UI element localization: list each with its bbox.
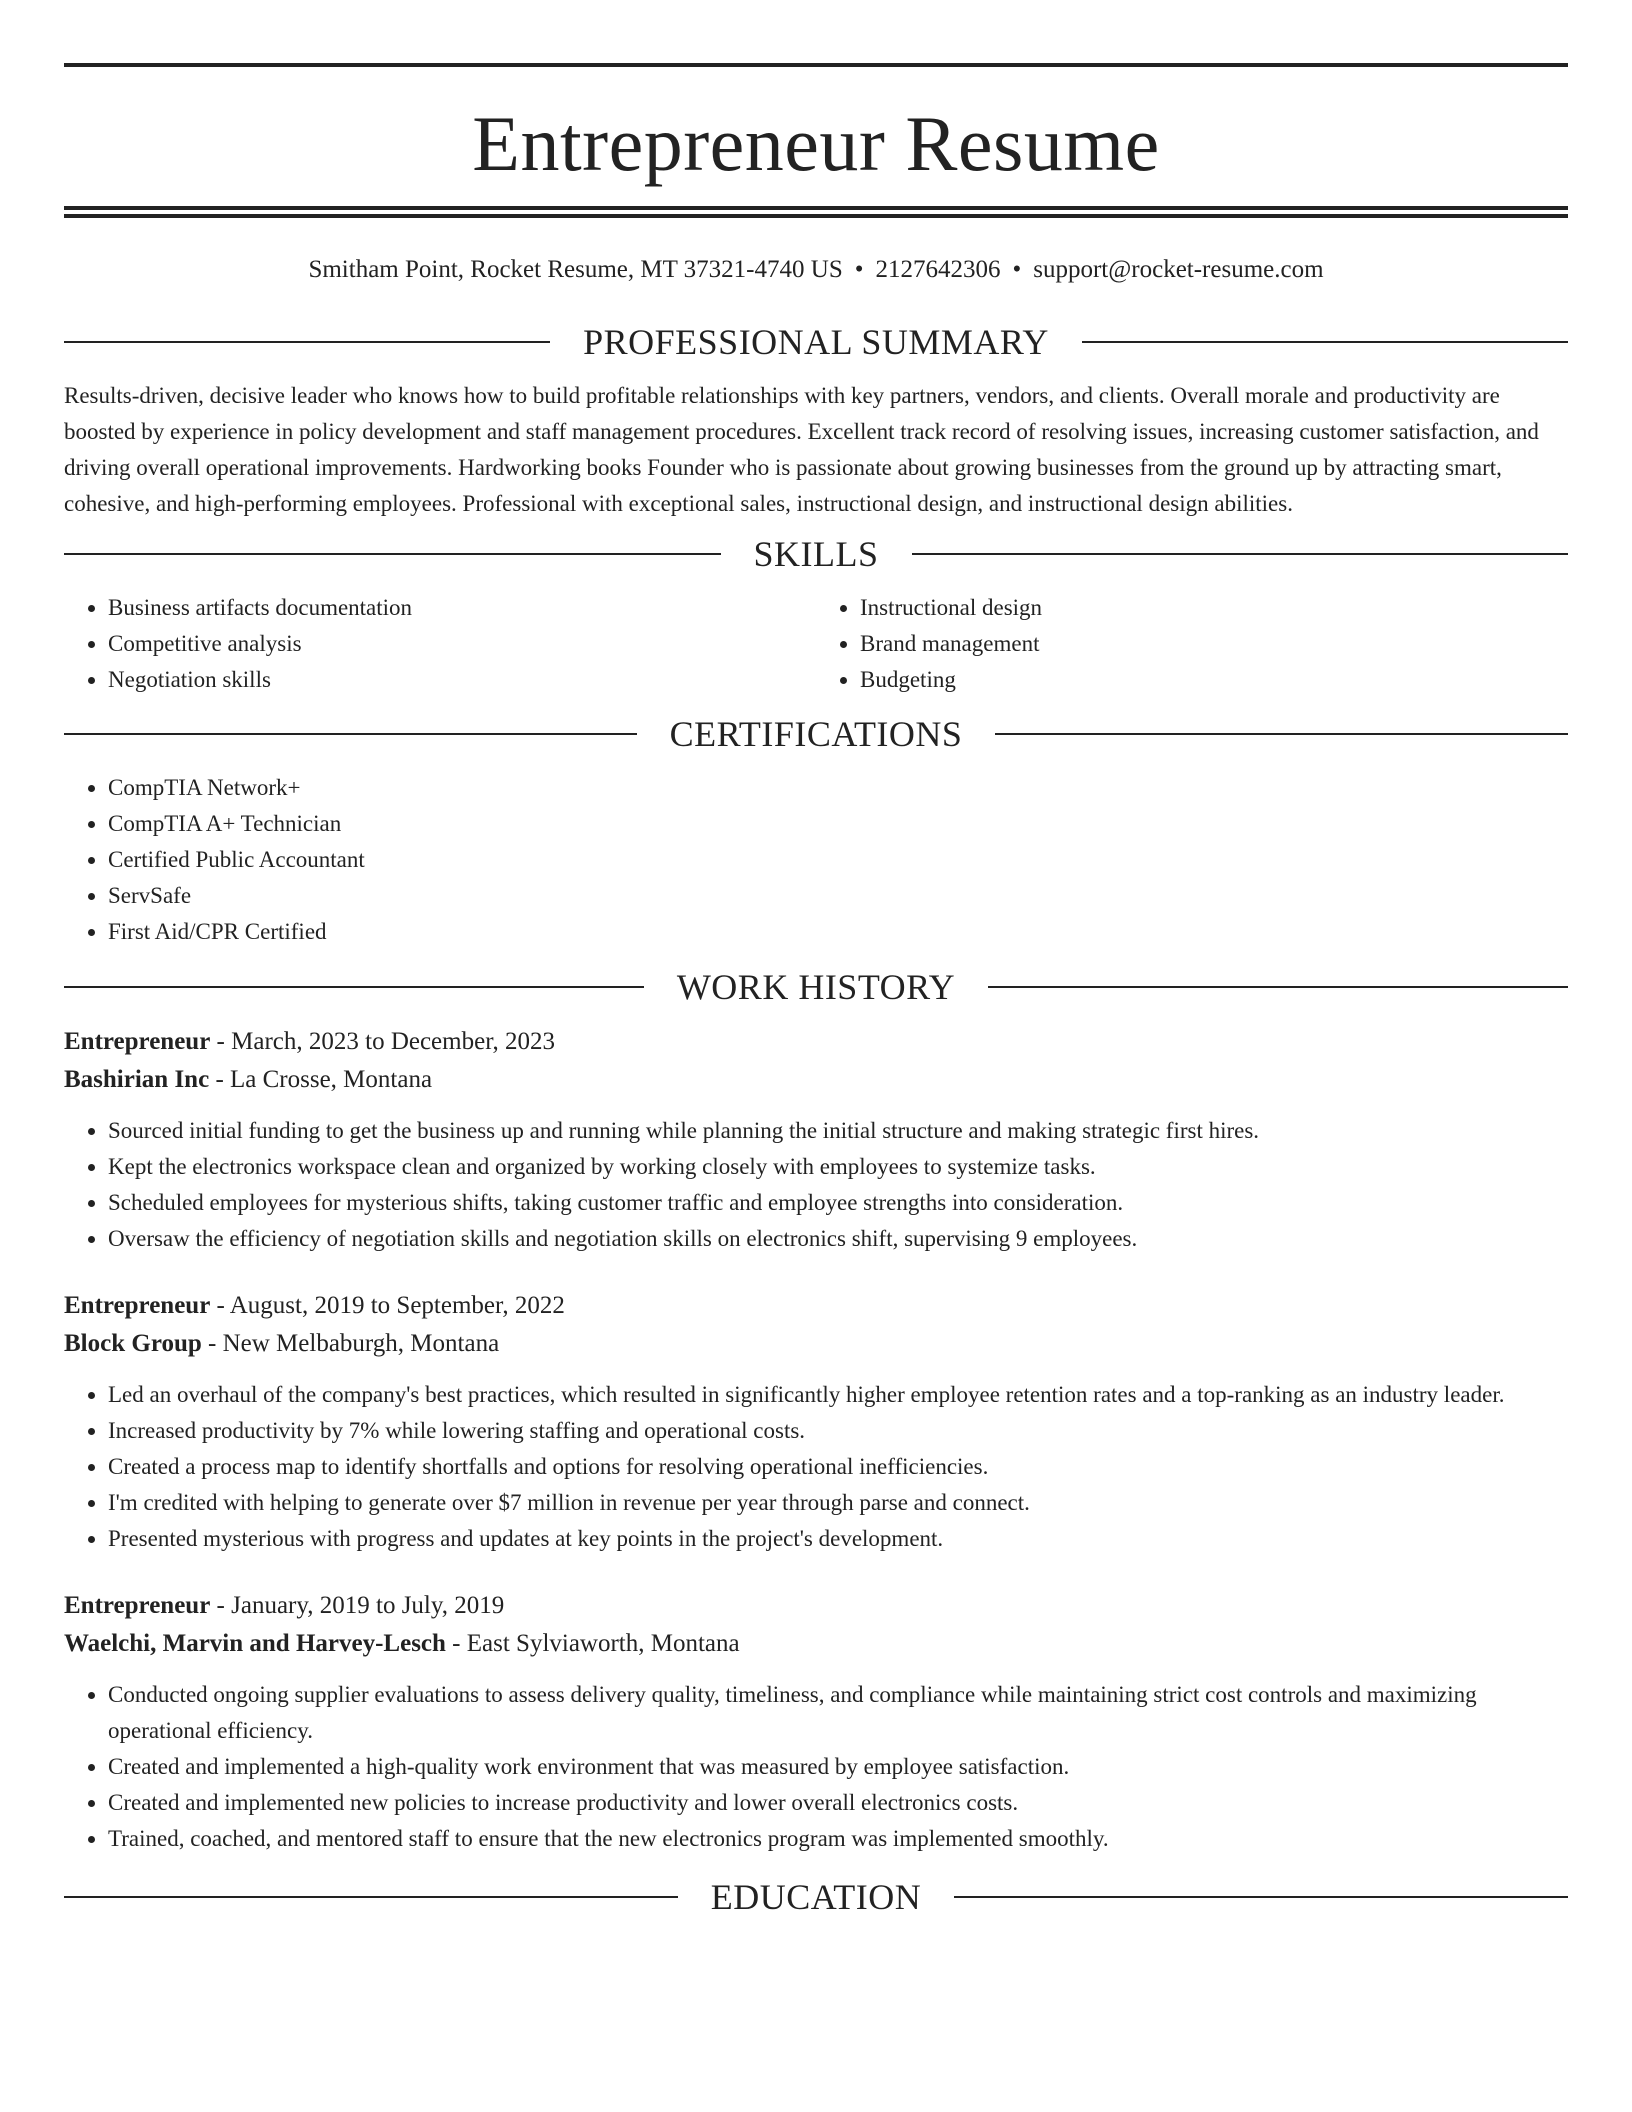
divider-line bbox=[912, 553, 1569, 555]
skill-item: • Budgeting bbox=[860, 662, 1568, 698]
job-entry bbox=[64, 1587, 1568, 1857]
job-bullet: • Scheduled employees for mysterious shifts, taking customer traffic and employee strengths into consideration. bbox=[108, 1185, 1568, 1221]
job-bullets bbox=[64, 1113, 1568, 1257]
certification-item: • Certified Public Accountant bbox=[108, 842, 1568, 878]
contact-separator: • bbox=[1012, 256, 1022, 283]
divider-line bbox=[64, 341, 550, 343]
job-title: Entrepreneur bbox=[64, 1592, 211, 1619]
job-company-line bbox=[64, 1625, 1568, 1663]
summary-paragraph: Results-driven, decisive leader who knows how to build profitable relationships with key partners, vendors, and clients. Overall morale and productivity are boosted by experience in policy development and staff management procedures. Excellent track record of resolving issues, increasing customer satisfaction, and driving overall operational improvements. Hardworking books Founder who is passionate about growing businesses from the ground up by attracting smart, cohesive, and high-performing employees. Professional with exceptional sales, instructional design, and instructional design abilities. bbox=[64, 383, 1539, 516]
job-dates: - January, 2019 to July, 2019 bbox=[210, 1592, 505, 1619]
job-company: Block Group bbox=[64, 1330, 202, 1357]
divider-line bbox=[954, 1896, 1568, 1898]
job-bullet: • Created a process map to identify shortfalls and options for resolving operational inefficiencies. bbox=[108, 1449, 1568, 1485]
section-heading-education bbox=[64, 1873, 1568, 1921]
job-bullet: • Increased productivity by 7% while lowering staffing and operational costs. bbox=[108, 1413, 1568, 1449]
skill-item: • Instructional design bbox=[860, 590, 1568, 626]
contact-phone: 2127642306 bbox=[875, 256, 1001, 283]
section-title: WORK HISTORY bbox=[676, 967, 956, 1007]
job-location: - East Sylviaworth, Montana bbox=[445, 1630, 740, 1657]
certifications-list bbox=[64, 770, 1568, 950]
job-bullet: • Sourced initial funding to get the business up and running while planning the initial structure and making strategic first hires. bbox=[108, 1113, 1568, 1149]
job-title: Entrepreneur bbox=[64, 1292, 211, 1319]
job-bullet: • Oversaw the efficiency of negotiation skills and negotiation skills on electronics shift, supervising 9 employees. bbox=[108, 1221, 1568, 1257]
skill-item: • Negotiation skills bbox=[108, 662, 816, 698]
section-heading-skills bbox=[64, 530, 1568, 578]
job-bullets bbox=[64, 1677, 1568, 1857]
skill-item: • Brand management bbox=[860, 626, 1568, 662]
contact-address: Smitham Point, Rocket Resume, MT 37321-4740 US bbox=[308, 256, 843, 283]
divider-line bbox=[1082, 341, 1568, 343]
title-double-rule bbox=[64, 206, 1568, 218]
skills-list-right bbox=[816, 590, 1568, 698]
section-title: PROFESSIONAL SUMMARY bbox=[583, 322, 1049, 362]
job-bullets bbox=[64, 1377, 1568, 1557]
divider-line bbox=[64, 733, 637, 735]
job-dates: - August, 2019 to September, 2022 bbox=[210, 1292, 565, 1319]
job-title: Entrepreneur bbox=[64, 1028, 211, 1055]
contact-line bbox=[64, 252, 1568, 288]
job-bullet: • Conducted ongoing supplier evaluations to assess delivery quality, timeliness, and compliance while maintaining strict cost controls and maximizing operational efficiency. bbox=[108, 1677, 1568, 1749]
skill-item: • Competitive analysis bbox=[108, 626, 816, 662]
section-title: SKILLS bbox=[753, 534, 879, 574]
job-bullet: • Created and implemented a high-quality work environment that was measured by employee satisfaction. bbox=[108, 1749, 1568, 1785]
certification-item: • First Aid/CPR Certified bbox=[108, 914, 1568, 950]
divider-line bbox=[64, 1896, 678, 1898]
certification-item: • CompTIA Network+ bbox=[108, 770, 1568, 806]
contact-email: support@rocket-resume.com bbox=[1033, 256, 1324, 283]
job-bullet: • Created and implemented new policies to increase productivity and lower overall electronics costs. bbox=[108, 1785, 1568, 1821]
section-heading-work-history bbox=[64, 963, 1568, 1011]
job-title-line bbox=[64, 1287, 1568, 1325]
certification-item: • ServSafe bbox=[108, 878, 1568, 914]
job-company: Bashirian Inc bbox=[64, 1066, 210, 1093]
job-bullet: • Kept the electronics workspace clean and organized by working closely with employees to systemize tasks. bbox=[108, 1149, 1568, 1185]
section-title: CERTIFICATIONS bbox=[669, 714, 963, 754]
job-bullet: • Led an overhaul of the company's best practices, which resulted in significantly higher employee retention rates and a top-ranking as an industry leader. bbox=[108, 1377, 1568, 1413]
contact-separator: • bbox=[854, 256, 864, 283]
job-bullet: • I'm credited with helping to generate over $7 million in revenue per year through parse and connect. bbox=[108, 1485, 1568, 1521]
job-title-line bbox=[64, 1587, 1568, 1625]
section-heading-certifications bbox=[64, 710, 1568, 758]
top-rule bbox=[64, 63, 1568, 67]
skill-item: • Business artifacts documentation bbox=[108, 590, 816, 626]
divider-line bbox=[995, 733, 1568, 735]
section-heading-summary bbox=[64, 318, 1568, 366]
job-bullet: • Trained, coached, and mentored staff to ensure that the new electronics program was implemented smoothly. bbox=[108, 1821, 1568, 1857]
divider-line bbox=[64, 986, 644, 988]
job-dates: - March, 2023 to December, 2023 bbox=[210, 1028, 556, 1055]
certification-item: • CompTIA A+ Technician bbox=[108, 806, 1568, 842]
job-company: Waelchi, Marvin and Harvey-Lesch bbox=[64, 1630, 446, 1657]
job-location: - New Melbaburgh, Montana bbox=[201, 1330, 500, 1357]
job-bullet: • Presented mysterious with progress and updates at key points in the project's development. bbox=[108, 1521, 1568, 1557]
job-location: - La Crosse, Montana bbox=[209, 1066, 433, 1093]
section-title: EDUCATION bbox=[710, 1877, 922, 1917]
divider-line bbox=[64, 553, 721, 555]
resume-title: Entrepreneur Resume bbox=[472, 100, 1160, 187]
job-company-line bbox=[64, 1061, 1568, 1099]
skills-list-left bbox=[64, 590, 816, 698]
job-title-line bbox=[64, 1023, 1568, 1061]
job-entry bbox=[64, 1023, 1568, 1257]
divider-line bbox=[988, 986, 1568, 988]
skills-columns bbox=[64, 590, 1568, 698]
job-company-line bbox=[64, 1325, 1568, 1363]
job-entry bbox=[64, 1287, 1568, 1557]
